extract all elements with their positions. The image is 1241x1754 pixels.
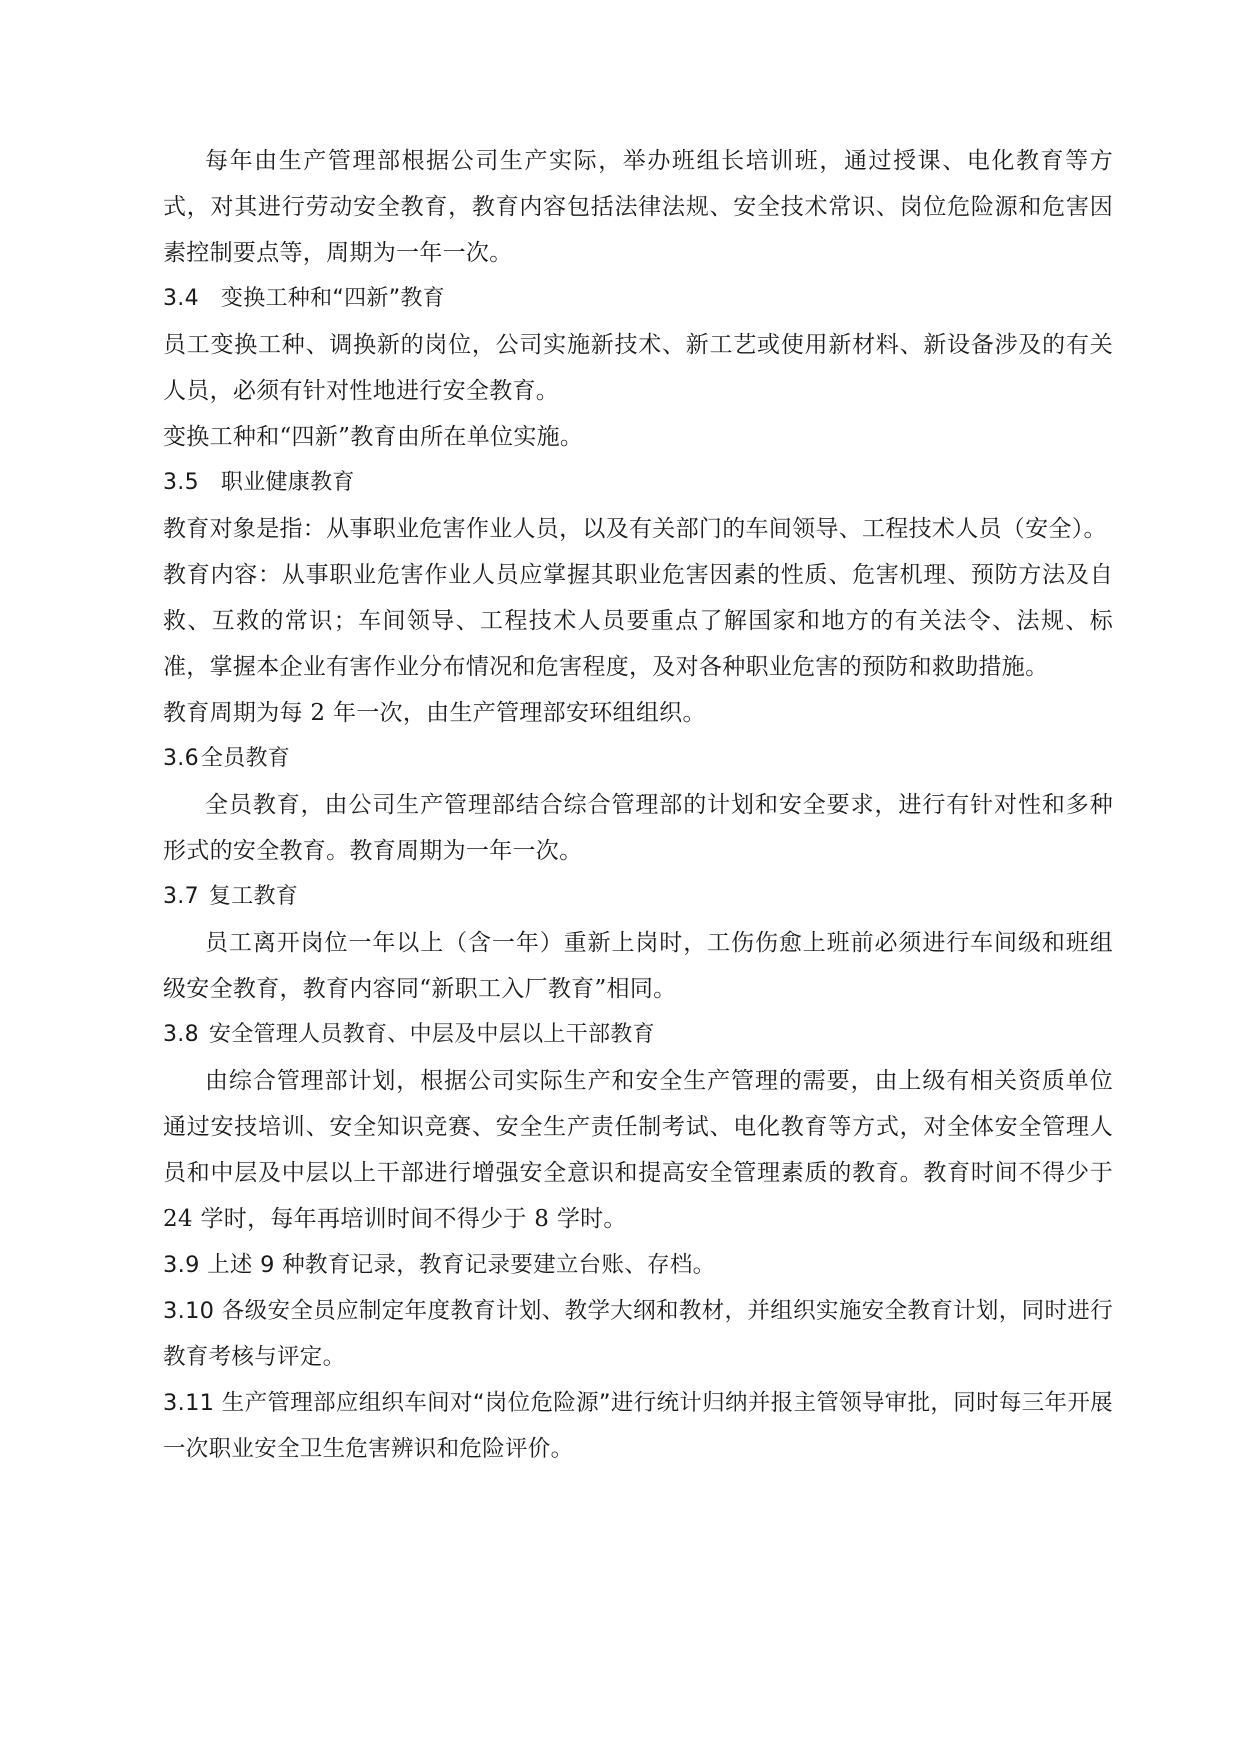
paragraph-health-education-target: 教育对象是指：从事职业危害作业人员，以及有关部门的车间领导、工程技术人员（安全）。 — [163, 516, 1107, 542]
paragraph-3-9-records: 3.9 上述 9 种教育记录，教育记录要建立台账、存档。 — [163, 1252, 716, 1278]
section-title: 职业健康教育 — [220, 470, 355, 495]
section-number: 3.6 — [163, 746, 199, 771]
section-number: 3.4 — [163, 286, 199, 311]
section-heading-3-8 — [163, 1012, 1113, 1058]
paragraph-3-10-plans: 3.10 各级安全员应制定年度教育计划、教学大纲和教材，并组织实施安全教育计划，同时进行教育考核与评定。 — [163, 1298, 1113, 1370]
section-number: 3.5 — [163, 470, 199, 495]
section-heading-3-7 — [163, 874, 1113, 920]
section-heading-3-6 — [163, 736, 1113, 782]
paragraph-health-education-cycle: 教育周期为每 2 年一次，由生产管理部安环组组织。 — [163, 700, 706, 726]
section-title: 安全管理人员教育、中层及中层以上干部教育 — [208, 1022, 655, 1047]
paragraph-manager-education: 由综合管理部计划，根据公司实际生产和安全生产管理的需要，由上级有相关资质单位通过安技培训、安全知识竞赛、安全生产责任制考试、电化教育等方式，对全体安全管理人员和中层及中层以上干部进行增强安全意识和提高安全管理素质的教育。教育时间不得少于 24 学时，每年再培训时间不得少于 8 学时。 — [163, 1068, 1113, 1232]
section-title: 全员教育 — [200, 746, 291, 771]
paragraph-job-change-implementation: 变换工种和“四新”教育由所在单位实施。 — [163, 424, 584, 450]
paragraph-3-11-hazard-review: 3.11 生产管理部应组织车间对“岗位危险源”进行统计归纳并报主管领导审批，同时每三年开展一次职业安全卫生危害辨识和危险评价。 — [163, 1390, 1113, 1462]
paragraph-return-to-work-education: 员工离开岗位一年以上（含一年）重新上岗时，工伤伤愈上班前必须进行车间级和班组级安全教育，教育内容同“新职工入厂教育”相同。 — [163, 930, 1113, 1002]
section-number: 3.7 — [163, 884, 199, 909]
section-number: 3.8 — [163, 1022, 199, 1047]
paragraph-job-change-scope: 员工变换工种、调换新的岗位，公司实施新技术、新工艺或使用新材料、新设备涉及的有关人员，必须有针对性地进行安全教育。 — [163, 332, 1113, 404]
section-heading-3-5 — [163, 460, 1113, 506]
paragraph-health-education-content: 教育内容：从事职业危害作业人员应掌握其职业危害因素的性质、危害机理、预防方法及自救、互救的常识；车间领导、工程技术人员要重点了解国家和地方的有关法令、法规、标准，掌握本企业有害作业分布情况和危害程度，及对各种职业危害的预防和救助措施。 — [163, 562, 1113, 680]
document-body — [163, 138, 1113, 1472]
section-title: 复工教育 — [208, 884, 299, 909]
section-heading-3-4 — [163, 276, 1113, 322]
paragraph-team-leader-training: 每年由生产管理部根据公司生产实际，举办班组长培训班，通过授课、电化教育等方式，对其进行劳动安全教育，教育内容包括法律法规、安全技术常识、岗位危险源和危害因素控制要点等，周期为一年一次。 — [163, 148, 1113, 266]
paragraph-all-staff-education: 全员教育，由公司生产管理部结合综合管理部的计划和安全要求，进行有针对性和多种形式的安全教育。教育周期为一年一次。 — [163, 792, 1113, 864]
section-title: 变换工种和“四新”教育 — [220, 286, 445, 311]
